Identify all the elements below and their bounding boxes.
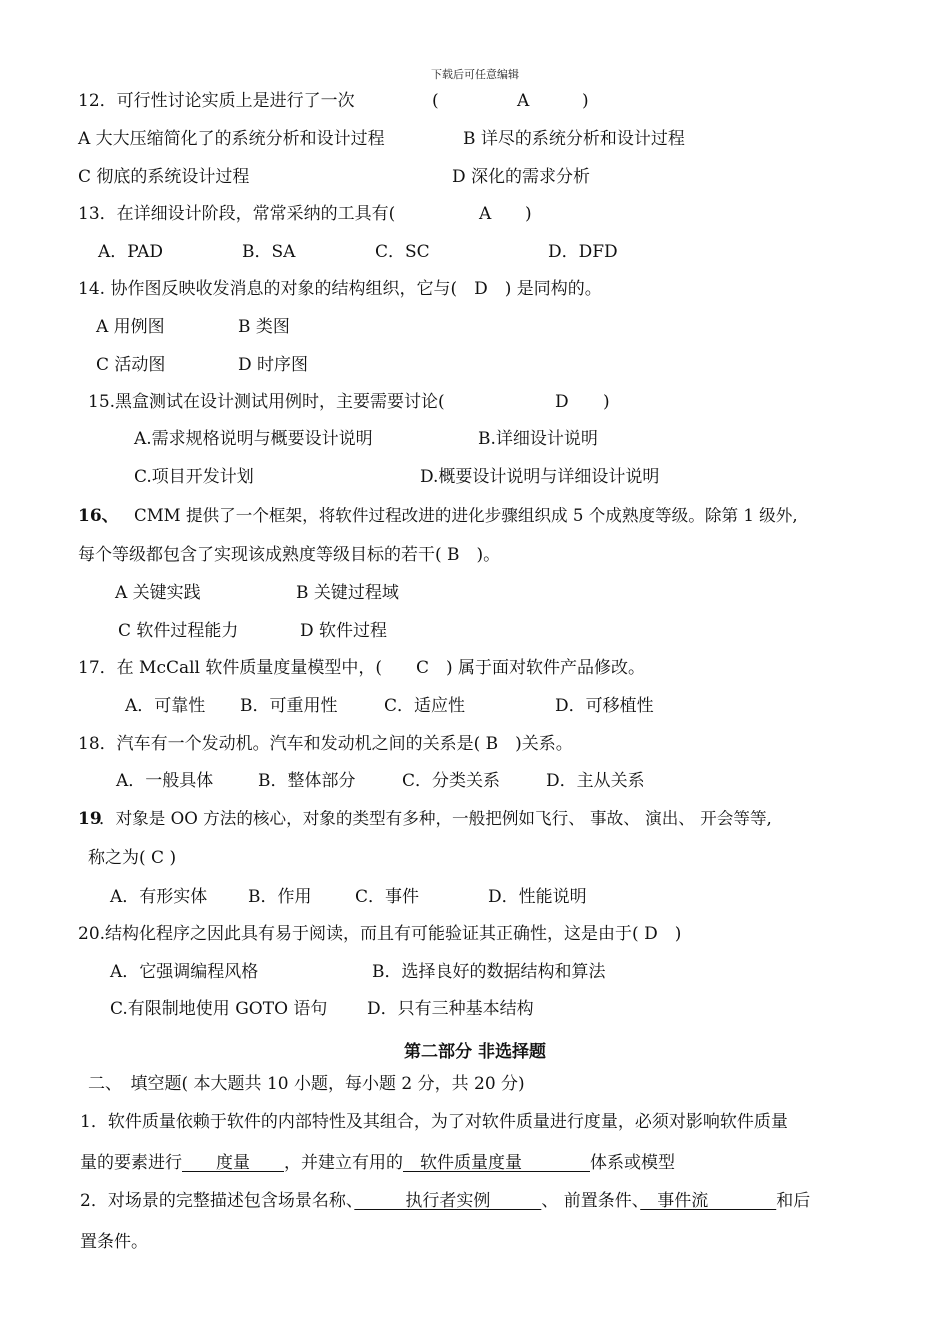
q19-option-c: C．事件 <box>355 887 420 907</box>
q12-paren-open: ( <box>432 91 439 111</box>
q12-option-a: A 大大压缩简化了的系统分析和设计过程 <box>78 129 385 149</box>
q18-option-a: A．一般具体 <box>116 771 214 791</box>
q18-stem: 18．汽车有一个发动机。汽车和发动机之间的关系是( B )关系。 <box>78 734 573 754</box>
q19-option-a: A．有形实体 <box>110 887 208 907</box>
q13-option-b: B．SA <box>242 242 296 262</box>
fill2-mid: 、 前置条件、 <box>541 1191 641 1211</box>
q18-option-b: B．整体部分 <box>258 771 356 791</box>
q17-option-a: A．可靠性 <box>125 696 206 716</box>
q12-answer: A <box>517 91 530 111</box>
q15-option-b: B.详细设计说明 <box>478 429 598 449</box>
part2-title: 第二部分 非选择题 <box>404 1042 546 1062</box>
fill1-line1: 1．软件质量依赖于软件的内部特性及其组合，为了对软件质量进行度量，必须对影响软件质量 <box>80 1112 788 1132</box>
q15-option-d: D.概要设计说明与详细设计说明 <box>420 467 660 487</box>
q14-option-c: C 活动图 <box>96 355 166 375</box>
q16-line2: 每个等级都包含了实现该成熟度等级目标的若干( B )。 <box>78 545 501 565</box>
q13-option-d: D．DFD <box>548 242 618 262</box>
q15-stem: 15.黑盒测试在设计测试用例时，主要需要讨论( <box>88 392 445 412</box>
q14-stem: 14. 协作图反映收发消息的对象的结构组织，它与( D ) 是同构的。 <box>78 279 602 299</box>
q12-paren-close: ) <box>582 91 589 111</box>
q19-line2: 称之为( C ) <box>88 848 177 868</box>
q16-option-a: A 关键实践 <box>115 583 201 603</box>
q15-answer: D <box>555 392 569 412</box>
q18-option-d: D．主从关系 <box>546 771 645 791</box>
q17-option-c: C．适应性 <box>384 696 466 716</box>
q20-option-b: B．选择良好的数据结构和算法 <box>372 962 606 982</box>
q16-option-c: C 软件过程能力 <box>118 621 239 641</box>
fill1-blank-1: 度量 <box>182 1153 284 1173</box>
q12-stem: 12．可行性讨论实质上是进行了一次 <box>78 91 355 111</box>
q20-option-d: D．只有三种基本结构 <box>367 999 534 1019</box>
q12-option-b: B 详尽的系统分析和设计过程 <box>463 129 685 149</box>
q17-stem: 17．在 McCall 软件质量度量模型中，( C ) 属于面对软件产品修改。 <box>78 658 646 678</box>
q18-option-c: C．分类关系 <box>402 771 501 791</box>
fill2-pre: 2．对场景的完整描述包含场景名称、 <box>80 1191 355 1211</box>
q15-paren-close: ) <box>603 392 610 412</box>
q17-option-d: D．可移植性 <box>555 696 654 716</box>
q15-option-a: A.需求规格说明与概要设计说明 <box>134 429 373 449</box>
fill2-line1 <box>80 1190 810 1212</box>
q19-number: 19 <box>78 809 102 829</box>
fill1-mid: ，并建立有用的 <box>284 1153 403 1173</box>
page-header: 下载后可任意编辑 <box>431 68 519 81</box>
q20-stem: 20.结构化程序之因此具有易于阅读，而且有可能验证其正确性，这是由于( D ) <box>78 924 682 944</box>
fill2-blank-1: 执行者实例 <box>354 1191 542 1211</box>
q20-option-c: C.有限制地使用 GOTO 语句 <box>110 999 328 1019</box>
fill2-post: 和后 <box>776 1191 811 1211</box>
q12-option-d: D 深化的需求分析 <box>452 167 591 187</box>
fill1-line2 <box>80 1152 675 1174</box>
q16-number: 16、 <box>78 506 119 526</box>
q16-option-d: D 软件过程 <box>300 621 388 641</box>
q12-option-c: C 彻底的系统设计过程 <box>78 167 250 187</box>
fill1-blank-2: 软件质量度量 <box>403 1153 590 1173</box>
q14-option-b: B 类图 <box>238 317 290 337</box>
q14-option-a: A 用例图 <box>96 317 165 337</box>
q16-line1: CMM 提供了一个框架，将软件过程改进的进化步骤组织成 5 个成熟度等级。除第 1 级外, <box>134 506 798 525</box>
q17-option-b: B．可重用性 <box>240 696 338 716</box>
fill1-post: 体系或模型 <box>590 1153 675 1173</box>
section-heading: 二、 填空题( 本大题共 10 小题，每小题 2 分，共 20 分) <box>88 1074 525 1094</box>
q19-option-b: B．作用 <box>248 887 312 907</box>
q16-option-b: B 关键过程域 <box>296 583 399 603</box>
q19-option-d: D．性能说明 <box>488 887 587 907</box>
q13-answer: A <box>479 204 492 224</box>
fill2-line2: 置条件。 <box>80 1232 148 1252</box>
fill1-pre: 量的要素进行 <box>80 1153 182 1173</box>
q13-stem: 13．在详细设计阶段，常常采纳的工具有( <box>78 204 396 224</box>
q13-option-c: C．SC <box>375 242 430 262</box>
q19-line1: ．对象是 OO 方法的核心，对象的类型有多种，一般把例如飞行、 事故、 演出、 开会等等, <box>99 809 772 828</box>
q14-option-d: D 时序图 <box>238 355 309 375</box>
q13-option-a: A．PAD <box>98 242 164 262</box>
q15-option-c: C.项目开发计划 <box>134 467 254 487</box>
q13-paren-close: ) <box>525 204 532 224</box>
q20-option-a: A．它强调编程风格 <box>110 962 259 982</box>
fill2-blank-2: 事件流 <box>640 1191 777 1211</box>
